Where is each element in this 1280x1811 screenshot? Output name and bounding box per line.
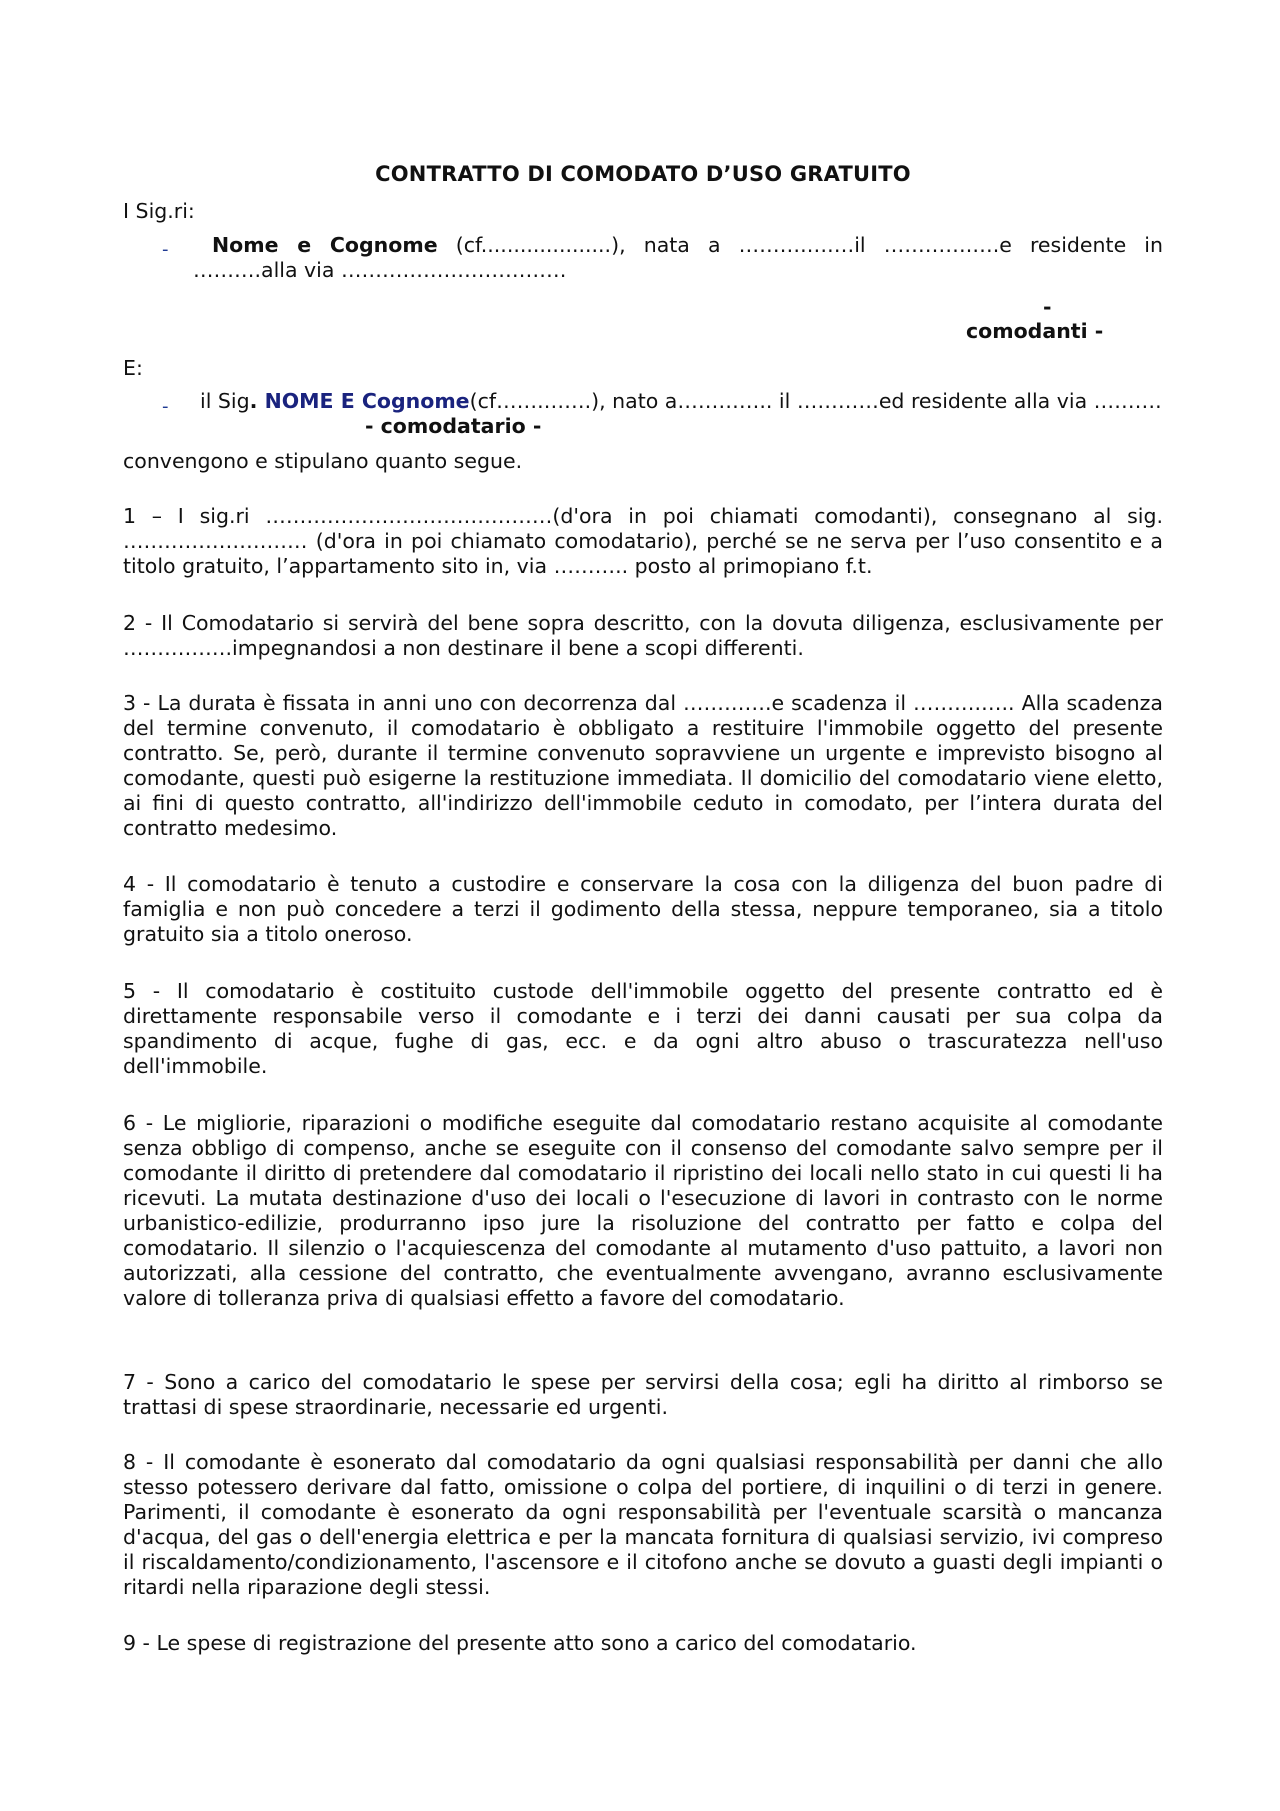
party2-details: (cf…….…….), nato a………….. il …………ed residente alla via ……….	[469, 389, 1162, 413]
comodatario-label: - comodatario -	[365, 414, 542, 438]
party1-details: (cf....................), nata a ……….….…il ………….….e residente in ……….alla via ……………………………	[193, 233, 1163, 282]
clause-9: 9 - Le spese di registrazione del presente atto sono a carico del comodatario.	[123, 1631, 917, 1655]
list-bullet: -	[162, 396, 169, 417]
party2-name: NOME E Cognome	[257, 389, 470, 413]
convengono-text: convengono e stipulano quanto segue.	[123, 449, 523, 473]
party2-dot: .	[249, 389, 258, 413]
party2-prefix: il Sig	[200, 389, 250, 413]
clause-2: 2 - Il Comodatario si servirà del bene sopra descritto, con la dovuta diligenza, esclusivamente per …………….impegnandosi a non destinare il bene a scopi differenti.	[123, 611, 1163, 660]
clause-3: 3 - La durata è fissata in anni uno con decorrenza dal ………….e scadenza il ……….….. Alla scadenza del termine convenuto, il comodatario è obbligato a restituire l'immobile oggetto del presente contratto. Se, però, durante il termine convenuto sopravviene un urgente e imprevisto bisogno al comodante, questi può esigerne la restituzione immediata. Il domicilio del comodatario viene eletto, ai fini di questo contratto, all'indirizzo dell'immobile ceduto in comodato, per l’intera durata del contratto medesimo.	[123, 691, 1163, 840]
comodanti-dash: -	[1043, 295, 1052, 319]
clause-6: 6 - Le migliorie, riparazioni o modifiche eseguite dal comodatario restano acquisite al comodante senza obbligo di compenso, anche se eseguite con il consenso del comodante salvo sempre per il comodante il diritto di pretendere dal comodatario il ripristino dei locali nello stato in cui questi li ha ricevuti. La mutata destinazione d'uso dei locali o l'esecuzione di lavori in contrasto con le norme urbanistico-edilizie, produrranno ipso jure la risoluzione del contratto per fatto e colpa del comodatario. Il silenzio o l'acquiescenza del comodante al mutamento d'uso pattuito, a lavori non autorizzati, alla cessione del contratto, che eventualmente avvengano, avranno esclusivamente valore di tolleranza priva di qualsiasi effetto a favore del comodatario.	[123, 1111, 1163, 1310]
clause-7: 7 - Sono a carico del comodatario le spese per servirsi della cosa; egli ha diritto al rimborso se trattasi di spese straordinarie, necessarie ed urgenti.	[123, 1370, 1163, 1419]
intro-text: I Sig.ri:	[123, 199, 195, 223]
party2-item	[200, 389, 1163, 414]
clause-5: 5 - Il comodatario è costituito custode dell'immobile oggetto del presente contratto ed è direttamente responsabile verso il comodante e i terzi dei danni causati per sua colpa da spandimento di acque, fughe di gas, ecc. e da ogni altro abuso o trascuratezza nell'uso dell'immobile.	[123, 979, 1163, 1078]
clause-1: 1 – I sig.ri ……………………………………(d'ora in poi chiamati comodanti), consegnano al sig. ……………………… (d'ora in poi chiamato comodatario), perché se ne serva per l’uso consentito e a titolo gratuito, l’appartamento sito in, via ……….. posto al primopiano f.t.	[123, 504, 1163, 578]
party1-name: Nome e Cognome	[212, 233, 438, 257]
clause-4: 4 - Il comodatario è tenuto a custodire e conservare la cosa con la diligenza del buon padre di famiglia e non può concedere a terzi il godimento della stessa, neppure temporaneo, sia a titolo gratuito sia a titolo oneroso.	[123, 872, 1163, 946]
comodanti-label: comodanti -	[966, 319, 1104, 343]
e-label: E:	[123, 356, 143, 380]
clause-8: 8 - Il comodante è esonerato dal comodatario da ogni qualsiasi responsabilità per danni che allo stesso potessero derivare dal fatto, omissione o colpa del portiere, di inquilini o di terzi in genere. Parimenti, il comodante è esonerato da ogni responsabilità per l'eventuale scarsità o mancanza d'acqua, del gas o dell'energia elettrica e per la mancata fornitura di qualsiasi servizio, ivi compreso il riscaldamento/condizionamento, l'ascensore e il citofono anche se dovuto a guasti degli impianti o ritardi nella riparazione degli stessi.	[123, 1450, 1163, 1599]
document-title: CONTRATTO DI COMODATO D’USO GRATUITO	[375, 162, 911, 186]
list-bullet: -	[162, 239, 169, 260]
party1-item	[193, 233, 1163, 283]
